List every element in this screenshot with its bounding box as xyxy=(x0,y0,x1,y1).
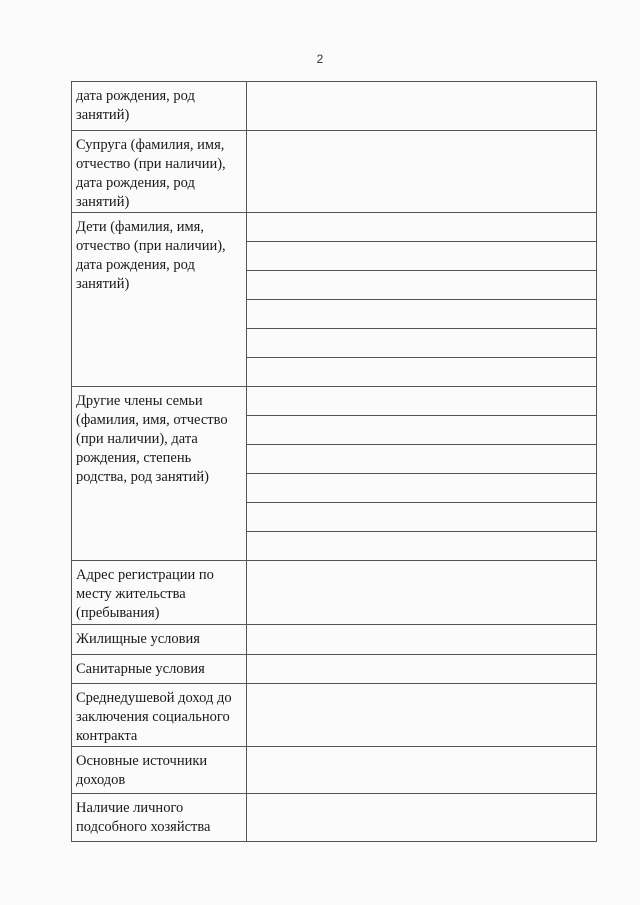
answer-cell[interactable] xyxy=(247,358,597,387)
answer-cell[interactable] xyxy=(247,532,597,561)
row-label-sanitary: Санитарные условия xyxy=(72,655,247,684)
answer-cell[interactable] xyxy=(247,416,597,445)
table-row xyxy=(72,82,597,131)
table-row xyxy=(72,387,597,416)
answer-cell[interactable] xyxy=(247,503,597,532)
row-label-income: Среднедушевой доход до заключения социального контракта xyxy=(72,684,247,747)
table-row xyxy=(72,684,597,747)
questionnaire-table xyxy=(71,81,597,842)
answer-cell[interactable] xyxy=(247,794,597,842)
table-row xyxy=(72,655,597,684)
answer-cell[interactable] xyxy=(247,561,597,625)
answer-cell[interactable] xyxy=(247,625,597,655)
answer-cell[interactable] xyxy=(247,82,597,131)
answer-cell[interactable] xyxy=(247,300,597,329)
row-label-address: Адрес регистрации по месту жительства (пребывания) xyxy=(72,561,247,625)
page-number: 2 xyxy=(316,52,324,66)
answer-cell[interactable] xyxy=(247,271,597,300)
row-label-housing: Жилищные условия xyxy=(72,625,247,655)
table-row xyxy=(72,213,597,242)
answer-cell[interactable] xyxy=(247,655,597,684)
answer-cell[interactable] xyxy=(247,213,597,242)
table-row xyxy=(72,747,597,794)
table-row xyxy=(72,794,597,842)
row-label-spouse: Супруга (фамилия, имя, отчество (при наличии), дата рождения, род занятий) xyxy=(72,131,247,213)
row-label-income-sources: Основные источники доходов xyxy=(72,747,247,794)
answer-cell[interactable] xyxy=(247,242,597,271)
row-label-children: Дети (фамилия, имя, отчество (при наличии), дата рождения, род занятий) xyxy=(72,213,247,387)
answer-cell[interactable] xyxy=(247,329,597,358)
table-row xyxy=(72,131,597,213)
answer-cell[interactable] xyxy=(247,131,597,213)
answer-cell[interactable] xyxy=(247,387,597,416)
answer-cell[interactable] xyxy=(247,445,597,474)
row-label-other-family: Другие члены семьи (фамилия, имя, отчество (при наличии), дата рождения, степень родства, род занятий) xyxy=(72,387,247,561)
row-label-household-plot: Наличие личного подсобного хозяйства xyxy=(72,794,247,842)
answer-cell[interactable] xyxy=(247,747,597,794)
table-row xyxy=(72,561,597,625)
answer-cell[interactable] xyxy=(247,474,597,503)
row-label-occupation-cont: дата рождения, род занятий) xyxy=(72,82,247,131)
table-row xyxy=(72,625,597,655)
answer-cell[interactable] xyxy=(247,684,597,747)
